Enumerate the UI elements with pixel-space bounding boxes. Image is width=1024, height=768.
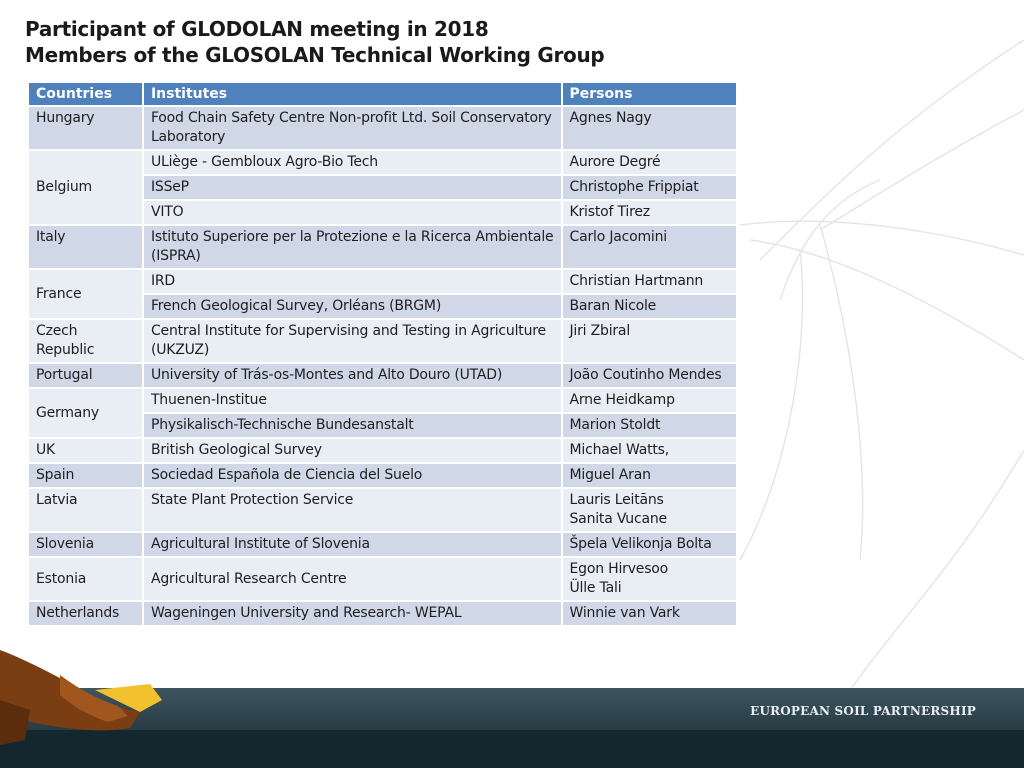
institute-cell: University of Trás-os-Montes and Alto Douro (UTAD)	[144, 364, 561, 387]
person-cell: Christian Hartmann	[563, 270, 737, 293]
person-name: Sanita Vucane	[569, 511, 667, 527]
table-row	[29, 107, 736, 149]
person-name: Egon Hirvesoo	[569, 561, 669, 577]
person-cell: Špela Velikonja Bolta	[563, 533, 737, 556]
person-cell: Miguel Aran	[563, 464, 737, 487]
title-line-2: Members of the GLOSOLAN Technical Working Group	[25, 43, 605, 67]
table-row	[29, 151, 736, 174]
table-row	[29, 533, 736, 556]
table-header-row	[29, 83, 736, 105]
institute-cell: State Plant Protection Service	[144, 489, 561, 531]
title-line-1: Participant of GLODOLAN meeting in 2018	[25, 17, 489, 41]
institute-cell: British Geological Survey	[144, 439, 561, 462]
person-cell	[563, 558, 737, 600]
country-cell: France	[29, 270, 142, 318]
person-cell: Winnie van Vark	[563, 602, 737, 625]
country-cell: Latvia	[29, 489, 142, 531]
country-cell: Italy	[29, 226, 142, 268]
country-cell: UK	[29, 439, 142, 462]
person-cell: Kristof Tirez	[563, 201, 737, 224]
country-cell: Spain	[29, 464, 142, 487]
institute-cell: Food Chain Safety Centre Non-profit Ltd. Soil Conservatory Laboratory	[144, 107, 561, 149]
country-cell: Portugal	[29, 364, 142, 387]
institute-cell: Sociedad Española de Ciencia del Suelo	[144, 464, 561, 487]
country-cell: Slovenia	[29, 533, 142, 556]
table-row	[29, 439, 736, 462]
country-cell: Netherlands	[29, 602, 142, 625]
person-cell: Baran Nicole	[563, 295, 737, 318]
header-institutes: Institutes	[144, 83, 561, 105]
country-cell: Germany	[29, 389, 142, 437]
institute-cell: Agricultural Institute of Slovenia	[144, 533, 561, 556]
person-cell: Christophe Frippiat	[563, 176, 737, 199]
brand-label: EUROPEAN SOIL PARTNERSHIP	[750, 704, 976, 718]
institute-cell: ULiège - Gembloux Agro-Bio Tech	[144, 151, 561, 174]
table-row	[29, 364, 736, 387]
institute-cell: Thuenen-Institue	[144, 389, 561, 412]
institute-cell: Wageningen University and Research- WEPAL	[144, 602, 561, 625]
country-cell: Estonia	[29, 558, 142, 600]
person-cell: Carlo Jacomini	[563, 226, 737, 268]
person-cell: João Coutinho Mendes	[563, 364, 737, 387]
table-row	[29, 320, 736, 362]
person-cell: Arne Heidkamp	[563, 389, 737, 412]
country-cell: Belgium	[29, 151, 142, 224]
table-row	[29, 489, 736, 531]
institute-cell: IRD	[144, 270, 561, 293]
country-cell: Czech Republic	[29, 320, 142, 362]
members-table	[27, 81, 738, 627]
institute-cell: Central Institute for Supervising and Testing in Agriculture (UKZUZ)	[144, 320, 561, 362]
table-row	[29, 226, 736, 268]
institute-cell: VITO	[144, 201, 561, 224]
table-row	[29, 270, 736, 293]
country-cell: Hungary	[29, 107, 142, 149]
person-cell: Marion Stoldt	[563, 414, 737, 437]
header-countries: Countries	[29, 83, 142, 105]
person-name: Ülle Tali	[569, 580, 622, 596]
person-cell: Michael Watts,	[563, 439, 737, 462]
person-cell: Agnes Nagy	[563, 107, 737, 149]
person-cell: Aurore Degré	[563, 151, 737, 174]
person-cell: Jiri Zbiral	[563, 320, 737, 362]
person-cell	[563, 489, 737, 531]
table-row	[29, 464, 736, 487]
institute-cell: ISSeP	[144, 176, 561, 199]
table-row	[29, 558, 736, 600]
header-persons: Persons	[563, 83, 737, 105]
table-row	[29, 602, 736, 625]
person-name: Lauris Leitāns	[569, 492, 664, 508]
institute-cell: French Geological Survey, Orléans (BRGM)	[144, 295, 561, 318]
institute-cell: Agricultural Research Centre	[144, 558, 561, 600]
table-row	[29, 389, 736, 412]
institute-cell: Istituto Superiore per la Protezione e la Ricerca Ambientale (ISPRA)	[144, 226, 561, 268]
institute-cell: Physikalisch-Technische Bundesanstalt	[144, 414, 561, 437]
